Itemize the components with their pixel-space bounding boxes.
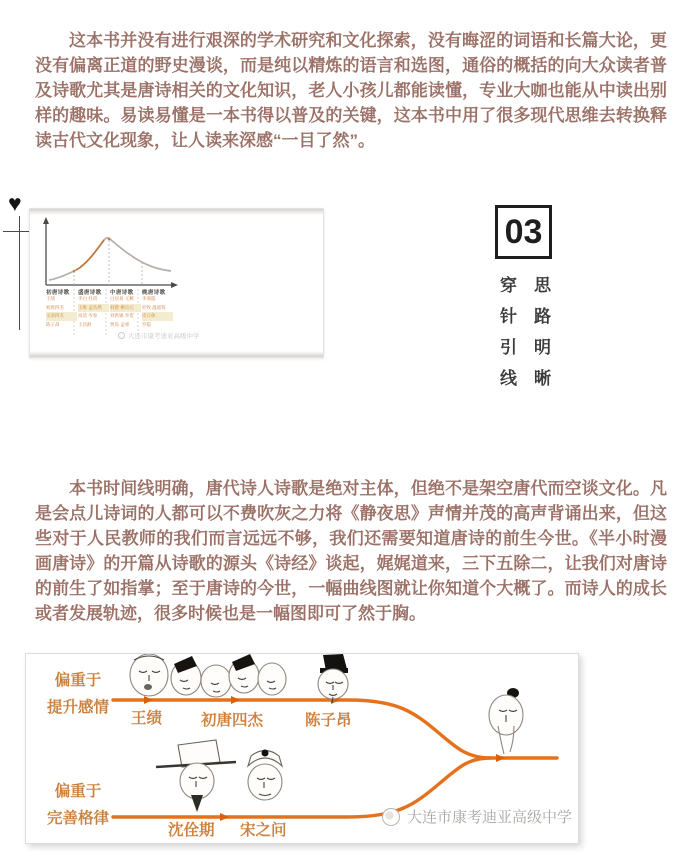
poet-entry: 王维 孟浩然	[78, 304, 109, 313]
period-header-high-tang: 盛唐诗歌	[78, 290, 102, 296]
school-logo-icon	[382, 808, 400, 826]
diagram-watermark	[382, 806, 572, 827]
section-motto	[494, 276, 553, 411]
poet-list-late-tang	[142, 295, 173, 329]
curve-marker-1	[73, 270, 76, 273]
poet-entry: 李白 杜甫	[78, 296, 98, 301]
y-axis-arrow	[43, 217, 49, 224]
poet-list-middle-tang	[110, 295, 141, 329]
branch-label-top	[28, 667, 128, 721]
period-header-early-tang: 初唐诗歌	[46, 290, 70, 296]
poet-entry: 韩愈 柳宗元	[110, 304, 141, 313]
branch-label-top-line1: 偏重于	[54, 672, 102, 689]
poet-entry: 陈子昂	[46, 321, 60, 327]
motto-column-left: 穿针引线	[497, 276, 516, 400]
poet-entry: 李商隐	[142, 296, 156, 301]
paragraph-1: 这本书并没有进行艰深的学术研究和文化探索，没有晦涩的词语和长篇大论，更没有偏离正道的野史漫谈，而是纯以精炼的语言和选图，通俗的概括的向大众读者普及诗歌尤其是唐诗相关的文化知识，老人小孩儿都能读懂，专业大咖也能从中读出别样的趣味。易读易懂是一本书得以普及的关键，这本书中用了很多现代思维去转换释读古代文化现象，让人读来深感“一目了然”。	[35, 31, 667, 150]
poet-entry: 文章四友	[46, 312, 77, 321]
tang-poetry-curve-chart	[29, 208, 324, 358]
poet-entry: 初唐四杰	[46, 304, 64, 310]
poet-list-high-tang	[78, 295, 109, 329]
poet-entry: 高适 岑参	[78, 313, 98, 319]
period-header-middle-tang: 中唐诗歌	[110, 290, 134, 296]
face-songzhiwen	[248, 750, 282, 801]
development-curve-rise-highlight	[76, 240, 104, 270]
chart-watermark-text: 大连市康考迪亚高级中学	[128, 333, 200, 340]
poet-entry: 杜牧 温庭筠	[142, 304, 166, 310]
branch-label-top-line2: 提升感情	[46, 699, 109, 716]
faces-four-talents	[171, 654, 286, 697]
chart-dashed-guides	[74, 240, 142, 285]
branch-label-bottom-line1: 偏重于	[54, 783, 102, 800]
poet-list-early-tang	[46, 295, 77, 329]
poet-entry: 皮日休	[142, 312, 173, 321]
motto-column-right: 思路明晰	[531, 276, 550, 400]
face-chenziang	[318, 654, 348, 703]
poet-name-shenquanqi: 沈佺期	[168, 822, 215, 839]
section-number-box	[495, 205, 552, 259]
face-wangji	[130, 654, 168, 696]
poet-entry: 王绩	[46, 296, 55, 301]
poet-name-four-talents: 初唐四杰	[201, 712, 264, 729]
section-number: 03	[504, 212, 543, 251]
poets-branch-diagram	[25, 653, 579, 844]
face-merged-elder	[489, 688, 523, 754]
development-curve	[49, 238, 171, 280]
poet-name-wangji: 王绩	[131, 710, 163, 727]
decoration-vertical-line	[19, 216, 20, 330]
paragraph-2: 本书时间线明确，唐代诗人诗歌是绝对主体，但绝不是架空唐代而空谈文化。凡是会点儿诗词的人都可以不费吹灰之力将《静夜思》声情并茂的高声背诵出来，但这些对于人民教师的我们而言远远不够，我们还需要知道唐诗的前生今世。《半小时漫画唐诗》的开篇从诗歌的源头《诗经》谈起，娓娓道来，三下五除二，让我们对唐诗的前生了如指掌；至于唐诗的今世，一幅曲线图就让你知道个大概了。而诗人的成长或者发展轨迹，很多时候也是一幅图即可了然于胸。	[35, 479, 667, 623]
poet-name-songzhiwen: 宋之问	[240, 822, 287, 839]
x-axis-arrow	[171, 282, 178, 288]
school-logo-icon	[118, 332, 125, 339]
face-shenquanqi	[156, 740, 236, 812]
poet-entry: 罗隐	[142, 321, 151, 327]
poet-entry: 王昌龄	[78, 321, 92, 327]
curve-marker-2	[108, 238, 111, 241]
poet-entry: 白居易 元稹	[110, 296, 134, 301]
poet-entry: 贾岛 孟郊	[110, 321, 130, 327]
diagram-watermark-text: 大连市康考迪亚高级中学	[407, 809, 573, 826]
poet-entry: 刘禹锡 李贺	[110, 313, 134, 319]
branch-label-bottom	[28, 778, 128, 832]
branch-label-bottom-line2: 完善格律	[46, 810, 109, 827]
chart-watermark	[118, 331, 200, 340]
poet-name-chenziang: 陈子昂	[305, 712, 352, 729]
heart-icon: ♥	[8, 190, 22, 216]
period-header-late-tang: 晚唐诗歌	[142, 290, 166, 296]
